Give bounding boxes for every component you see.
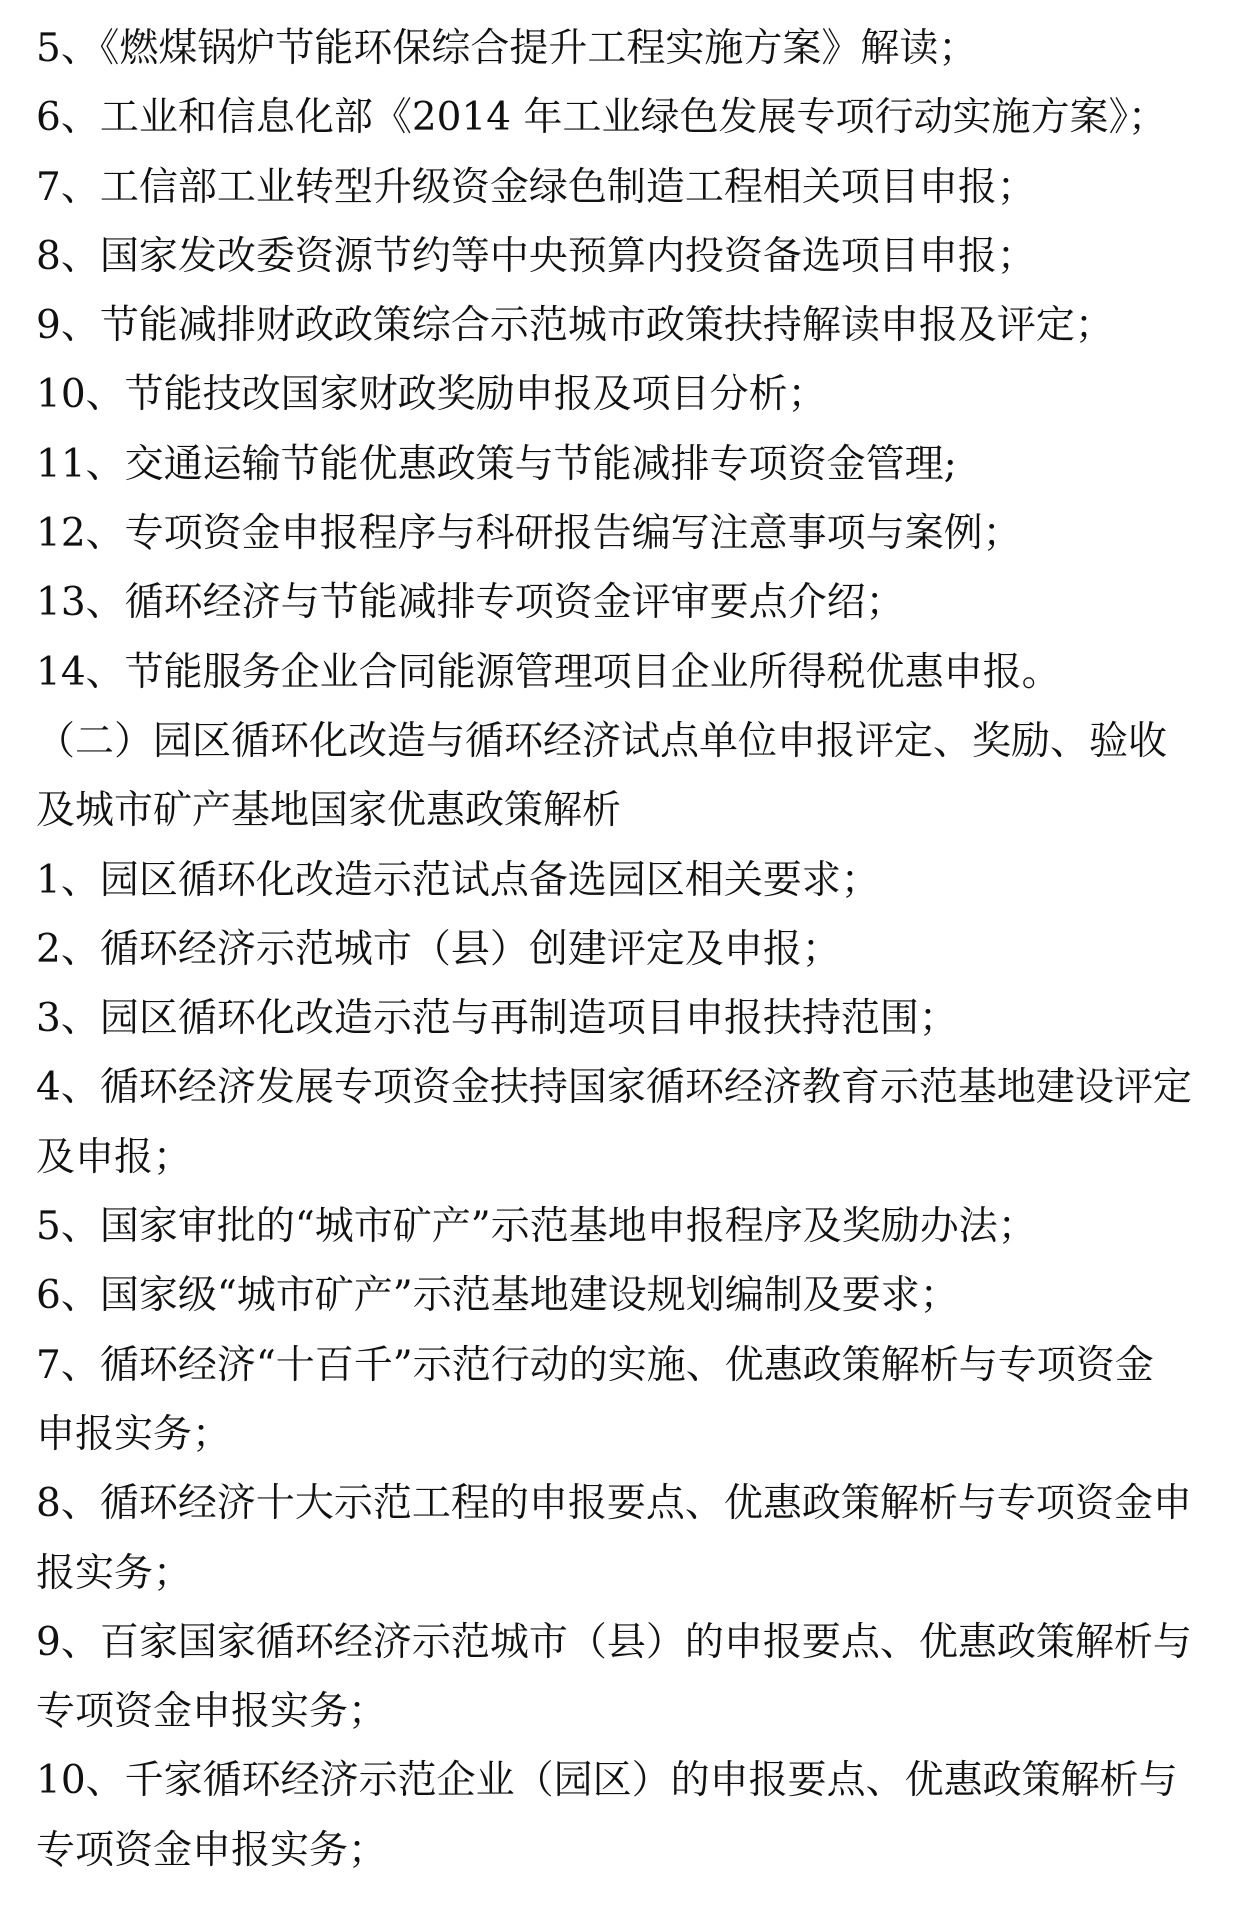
text-line: 报实务； [36, 1550, 193, 1596]
text-line: 2、循环经济示范城市（县）创建评定及申报； [36, 926, 841, 972]
text-line: 7、循环经济“十百千”示范行动的实施、优惠政策解析与专项资金 [36, 1342, 1154, 1388]
text-line: 10、千家循环经济示范企业（园区）的申报要点、优惠政策解析与 [36, 1758, 1178, 1804]
text-line: 9、节能减排财政政策综合示范城市政策扶持解读申报及评定； [36, 303, 1114, 349]
text-line: 及申报； [36, 1134, 193, 1180]
text-line: 9、百家国家循环经济示范城市（县）的申报要点、优惠政策解析与 [36, 1619, 1192, 1665]
text-line: 5、国家审批的“城市矿产”示范基地申报程序及奖励办法； [36, 1204, 1037, 1250]
text-line: 1、园区循环化改造示范试点备选园区相关要求； [36, 857, 880, 903]
section-heading: （二）园区循环化改造与循环经济试点单位申报评定、奖励、验收 [36, 718, 1168, 764]
text-line: 6、工业和信息化部《2014 年工业绿色发展专项行动实施方案》； [36, 95, 1167, 141]
text-line: 8、循环经济十大示范工程的申报要点、优惠政策解析与专项资金申 [36, 1481, 1192, 1527]
text-line: 6、国家级“城市矿产”示范基地建设规划编制及要求； [36, 1273, 959, 1319]
text-line: 专项资金申报实务； [36, 1689, 388, 1735]
text-line: 8、国家发改委资源节约等中央预算内投资备选项目申报； [36, 233, 1036, 279]
text-line: 7、工信部工业转型升级资金绿色制造工程相关项目申报； [36, 164, 1036, 210]
text-line: 12、专项资金申报程序与科研报告编写注意事项与案例； [36, 511, 1022, 557]
section-heading-continued: 及城市矿产基地国家优惠政策解析 [36, 788, 622, 834]
text-line: 10、节能技改国家财政奖励申报及项目分析； [36, 372, 827, 418]
text-line: 申报实务； [36, 1411, 232, 1457]
text-line: 5、《燃煤锅炉节能环保综合提升工程实施方案》解读； [36, 26, 978, 71]
text-line: 4、循环经济发展专项资金扶持国家循环经济教育示范基地建设评定 [36, 1065, 1192, 1111]
text-line: 11、交通运输节能优惠政策与节能减排专项资金管理; [36, 441, 957, 487]
text-line: 专项资金申报实务； [36, 1827, 388, 1873]
text-line: 13、循环经济与节能减排专项资金评审要点介绍； [36, 580, 905, 626]
text-line: 3、园区循环化改造示范与再制造项目申报扶持范围； [36, 996, 958, 1042]
text-line: 14、节能服务企业合同能源管理项目企业所得税优惠申报。 [36, 649, 1061, 695]
